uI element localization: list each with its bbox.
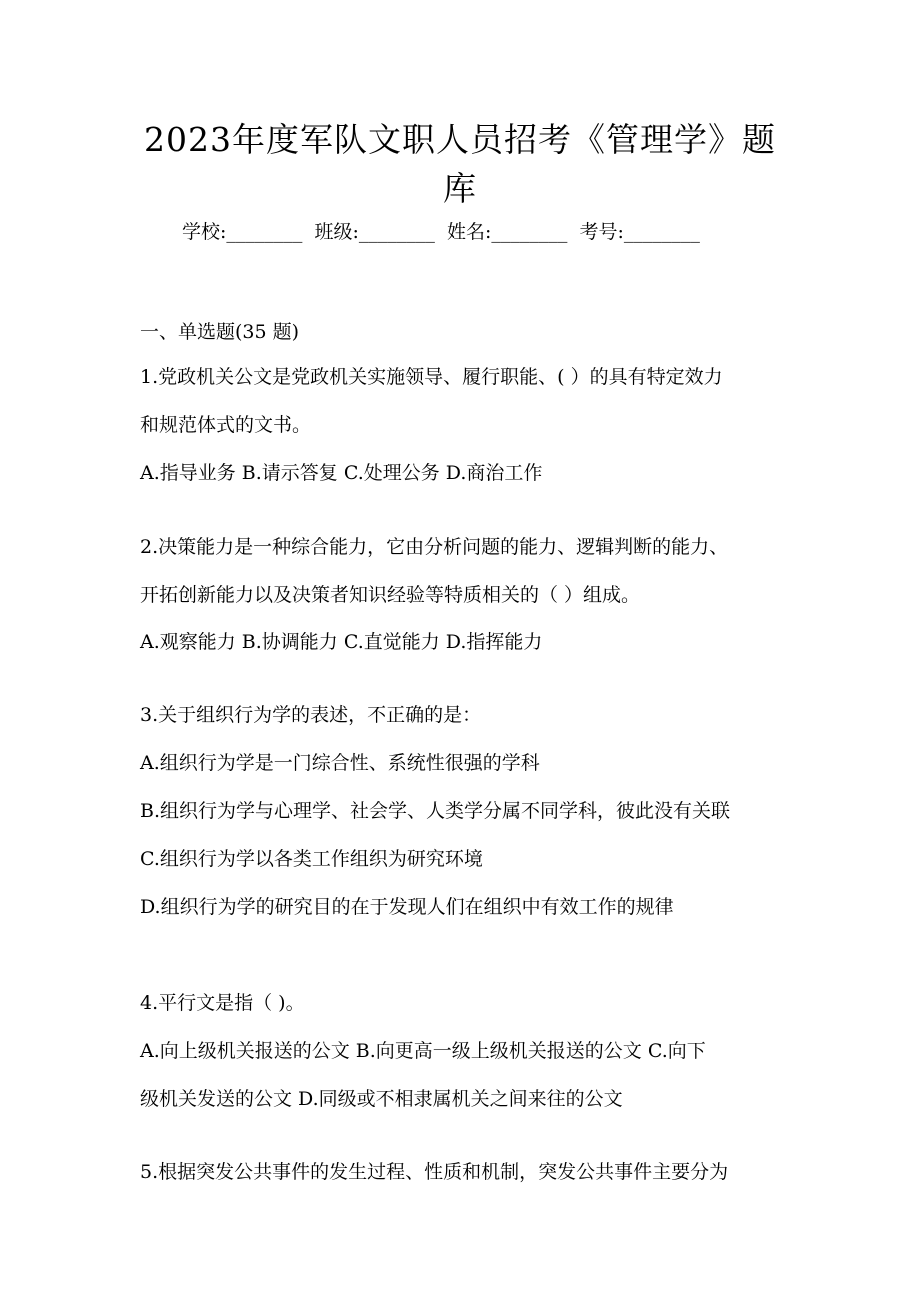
document-title-line-2: 库 [443,169,477,208]
question-1-options: A.指导业务 B.请示答复 C.处理公务 D.商治工作 [140,462,543,484]
section-heading: 一、单选题(35 题) [140,321,300,343]
question-3-stem: 3.关于组织行为学的表述，不正确的是： [140,704,482,726]
question-1-stem-line-1: 1.党政机关公文是党政机关实施领导、履行职能、( ）的具有特定效力 [140,366,723,388]
document-title-line-1: 2023年度军队文职人员招考《管理学》题 [144,120,776,159]
question-5-stem: 5.根据突发公共事件的发生过程、性质和机制，突发公共事件主要分为 [140,1161,729,1183]
question-4-options-line-1: A.向上级机关报送的公文 B.向更高一级上级机关报送的公文 C.向下 [140,1040,706,1062]
question-3-option-c: C.组织行为学以各类工作组织为研究环境 [140,848,483,870]
question-4-options-line-2: 级机关发送的公文 D.同级或不相隶属机关之间来往的公文 [140,1088,623,1110]
question-3-option-b: B.组织行为学与心理学、社会学、人类学分属不同学科，彼此没有关联 [140,800,731,822]
question-2-stem-line-1: 2.决策能力是一种综合能力，它由分析问题的能力、逻辑判断的能力、 [140,536,729,558]
question-4-stem: 4.平行文是指（ )。 [140,992,305,1014]
question-1-stem-line-2: 和规范体式的文书。 [140,414,312,436]
question-3-option-d: D.组织行为学的研究目的在于发现人们在组织中有效工作的规律 [140,896,674,918]
question-2-options: A.观察能力 B.协调能力 C.直觉能力 D.指挥能力 [140,631,543,653]
student-info-line: 学校:________ 班级:________ 姓名:________ 考号:________ [182,221,700,243]
question-3-option-a: A.组织行为学是一门综合性、系统性很强的学科 [140,752,540,774]
question-2-stem-line-2: 开拓创新能力以及决策者知识经验等特质相关的（ ）组成。 [140,584,641,606]
